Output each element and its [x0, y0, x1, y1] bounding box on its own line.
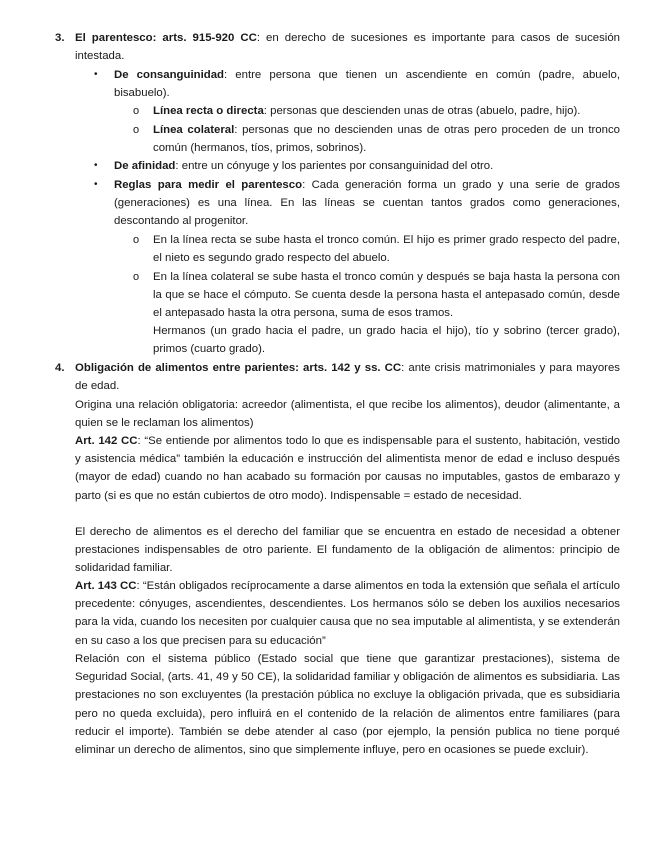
sub-colateral-examples: Hermanos (un grado hacia el padre, un grado hacia el hijo), tío y sobrino (tercer grado), primos (cuarto grado).: [153, 325, 620, 356]
bullet-reglas-marker: •: [94, 179, 98, 190]
sub-recta-text: En la línea recta se sube hasta el tronco común. El hijo es primer grado respecto del padre, el nieto es segundo grado respecto del abuelo.: [153, 234, 620, 265]
sub-linea-colateral-text: : personas que no descienden unas de otras pero proceden de un tronco común (hermanos, tíos, primos, sobrinos).: [153, 124, 620, 155]
section-4-paragraph-3: El derecho de alimentos es el derecho del familiar que se encuentra en estado de necesidad a obtener prestaciones indispensables de otro pariente. El fundamento de la obligación de alimentos: principio de solidaridad familiar.: [75, 526, 620, 575]
section-3-text: : en derecho de sucesiones es importante para casos de sucesión intestada.: [75, 32, 620, 63]
bullet-consanguinidad-heading: De consanguinidad: [114, 69, 225, 81]
art142-text: : “Se entiende por alimentos todo lo que es indispensable para el sustento, habitación, vestido y asistencia médica” también la educación e instrucción del alimentista menor de edad e incluso después (mayor de edad) cuando no han acabado su formación por causas no imputables, gastos de embarazo y parto (si es que no están cubiertos de otro modo). Indispensable = estado de necesidad.: [75, 435, 621, 502]
art142-heading: Art. 142 CC: [75, 435, 138, 447]
sub-linea-recta-text: : personas que descienden unas de otras (abuelo, padre, hijo).: [263, 105, 581, 117]
section-4-paragraph-1: Origina una relación obligatoria: acreedor (alimentista, el que recibe los alimentos), deudor (alimentante, a quien se le reclaman los alimentos): [75, 399, 620, 430]
art143-heading: Art. 143 CC: [75, 580, 137, 592]
sub-colateral-text: En la línea colateral se sube hasta el tronco común y después se baja hasta la persona con la que se hace el cómputo. Se cuenta desde la persona hasta el antepasado común, desde el antepasado hasta la otra persona, suma de esos tramos.: [153, 271, 620, 320]
section-4-text: : ante crisis matrimoniales y para mayores de edad.: [75, 362, 620, 393]
section-4-paragraph-5: Relación con el sistema público (Estado social que tiene que garantizar prestaciones), sistema de Seguridad Social, (arts. 41, 49 y 50 CE), la solidaridad familiar y obligación de alimentos es subsidiaria. Las prestaciones no son excluyentes (la prestación pública no excluye la obligación privada, que es subsidiaria pero no queda excluida), pero influirá en el contenido de la relación de alimentos entre familiares (para reducir el importe). También se debe atender al caso (por ejemplo, la pensión publica no tiene porqué eliminar un derecho de alimentos, sino que simplemente influye, pero en ocasiones se puede excluir).: [75, 653, 620, 757]
sub-linea-colateral-heading: Línea colateral: [153, 124, 235, 136]
sub-recta-marker: o: [133, 234, 140, 246]
sub-linea-recta-heading: Línea recta o directa: [153, 105, 264, 117]
art143-text: : “Están obligados recíprocamente a darse alimentos en toda la extensión que señala el artículo precedente: cónyuges, ascendientes, descendientes. Los hermanos sólo se deben los auxilios necesarios para la vida, cuando los necesiten por cualquier causa que no sea imputable al alimentista, y se extenderán en su caso a los que precisen para su educación”: [75, 580, 620, 647]
section-4-intro: [75, 359, 620, 395]
bullet-consanguinidad-text: : entre persona que tienen un ascendiente en común (padre, abuelo, bisabuelo).: [114, 69, 620, 100]
bullet-afinidad: [114, 157, 620, 175]
bullet-reglas-text: : Cada generación forma un grado y una serie de grados (generaciones) es una línea. En las líneas se cuentan tantos grados como generaciones, descontando al progenitor.: [114, 179, 620, 228]
bullet-consanguinidad: [114, 66, 620, 102]
sub-colateral-marker: o: [133, 271, 140, 283]
sub-linea-recta-marker: o: [133, 105, 140, 117]
sub-linea-recta: [153, 102, 620, 120]
section-3-number: 3.: [55, 32, 65, 44]
section-3-intro: [75, 29, 620, 65]
bullet-afinidad-marker: •: [94, 160, 98, 171]
section-3-heading: El parentesco: arts. 915-920 CC: [75, 32, 257, 44]
section-4-paragraph-art142: [75, 432, 620, 505]
section-4-heading: Obligación de alimentos entre parientes: arts. 142 y ss. CC: [75, 362, 402, 374]
section-4-number: 4.: [55, 362, 65, 374]
bullet-reglas-heading: Reglas para medir el parentesco: [114, 179, 303, 191]
bullet-afinidad-heading: De afinidad: [114, 160, 176, 172]
sub-linea-colateral-marker: o: [133, 124, 140, 136]
bullet-reglas: [114, 176, 620, 231]
bullet-afinidad-text: : entre un cónyuge y los parientes por consanguinidad del otro.: [175, 160, 494, 172]
sub-linea-colateral: [153, 121, 620, 157]
section-4-paragraph-art143: [75, 577, 620, 650]
bullet-consanguinidad-marker: •: [94, 69, 98, 80]
